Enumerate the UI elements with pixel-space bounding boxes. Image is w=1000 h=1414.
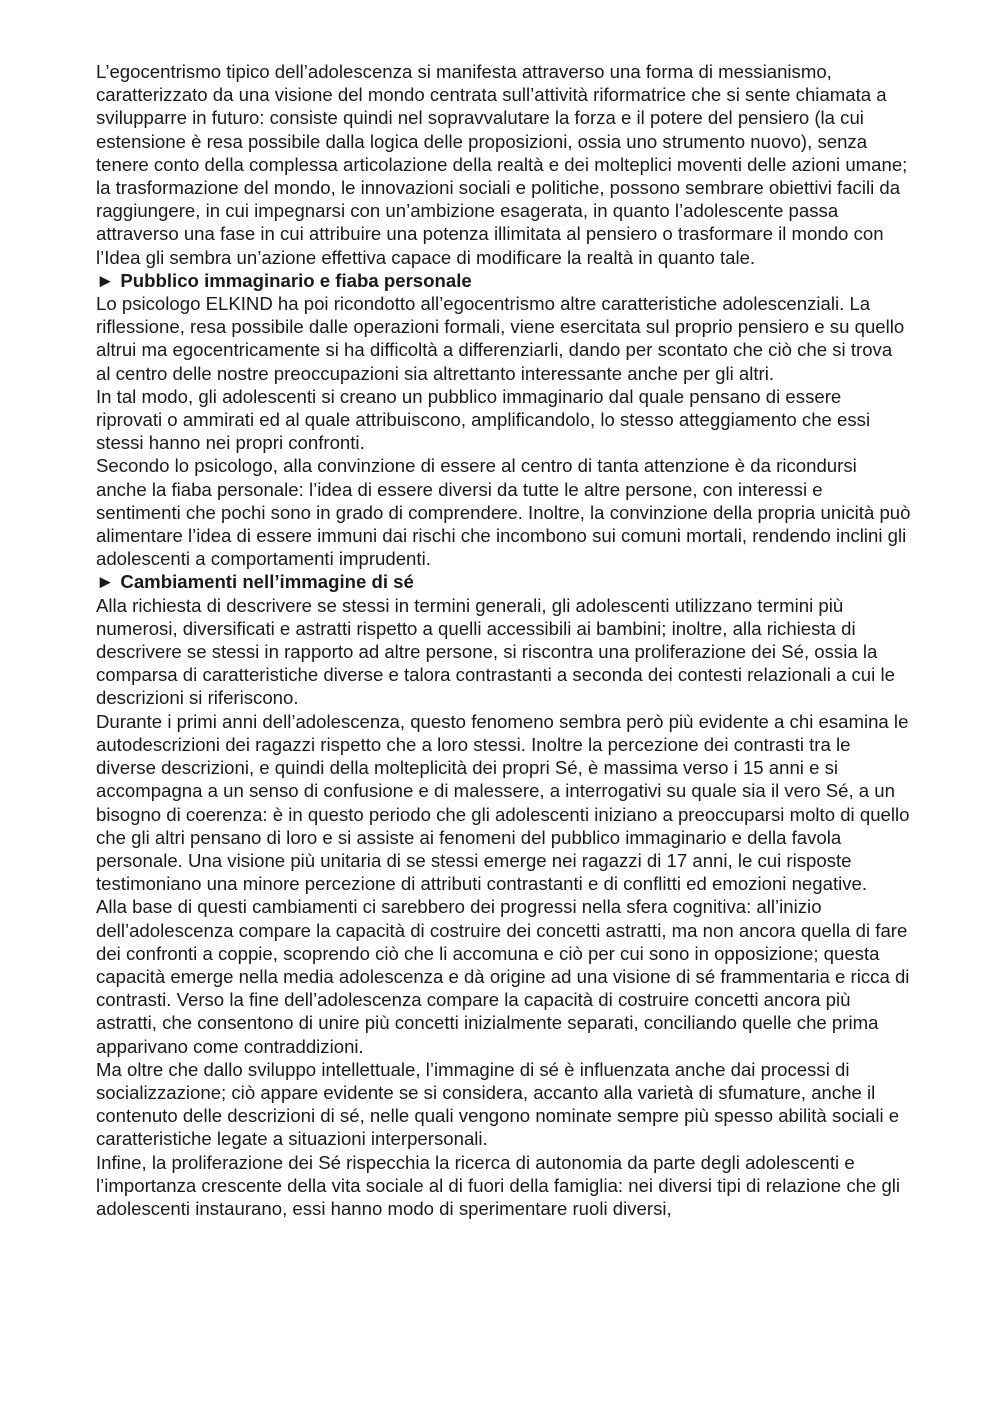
section-heading-immagine-di-se bbox=[96, 570, 911, 593]
body-paragraph: Secondo lo psicologo, alla convinzione di essere al centro di tanta attenzione è da ricondursi anche la fiaba personale: l’idea di essere diversi da tutte le altre persone, con interessi e sentimenti che pochi sono in grado di comprendere. Inoltre, la convinzione della propria unicità può alimentare l’idea di essere immuni dai rischi che incombono sui comuni mortali, rendendo inclini gli adolescenti a comportamenti imprudenti. bbox=[96, 455, 911, 570]
body-paragraph: Alla richiesta di descrivere se stessi in termini generali, gli adolescenti utilizzano termini più numerosi, diversificati e astratti rispetto a quelli accessibili ai bambini; inoltre, alla richiesta di descrivere se stessi in rapporto ad altre persone, si riscontra una proliferazione dei Sé, ossia la comparsa di caratteristiche diverse e talora contrastanti a seconda dei contesti relazionali a cui le descrizioni si riferiscono. bbox=[96, 594, 895, 709]
body-paragraph: Alla base di questi cambiamenti ci sarebbero dei progressi nella sfera cognitiva: all’inizio dell’adolescenza compare la capacità di costruire dei concetti astratti, ma non ancora quella di fare dei confronti a coppie, scoprendo ciò che li accomuna e ciò per cui sono in opposizione; questa capacità emerge nella media adolescenza e dà origine ad una visione di sé frammentaria e ricca di contrasti. Verso la fine dell’adolescenza compare la capacità di costruire concetti ancora più astratti, che consentono di unire più concetti inizialmente separati, conciliando quelle che prima apparivano come contraddizioni. bbox=[96, 896, 910, 1057]
body-paragraph: Durante i primi anni dell’adolescenza, questo fenomeno sembra però più evidente a chi esamina le autodescrizioni dei ragazzi rispetto che a loro stessi. Inoltre la percezione dei contrasti tra le diverse descrizioni, e quindi della molteplicità dei propri Sé, è massima verso i 15 anni e si accompagna a un senso di confusione e di malessere, a interrogativi su quale sia il vero Sé, a un bisogno di coerenza: è in questo periodo che gli adolescenti iniziano a preoccuparsi molto di quello che gli altri pensano di loro e si assiste ai fenomeni del pubblico immaginario e della favola personale. Una visione più unitaria di se stessi emerge nei ragazzi di 17 anni, le cui risposte testimoniano una minore percezione di attributi contrastanti e di conflitti ed emozioni negative. bbox=[96, 710, 910, 895]
triangle-bullet-icon: ► bbox=[96, 269, 115, 291]
document-page bbox=[96, 60, 911, 1220]
intro-paragraph: L’egocentrismo tipico dell’adolescenza si manifesta attraverso una forma di messianismo, caratterizzato da una visione del mondo centrata sull’attività riformatrice che si sente chiamata a svilupparre in futuro: consiste quindi nel sopravvalutare la forza e il potere del pensiero (la cui estensione è resa possibile dalla logica delle proposizioni, ossia uno strumento nuovo), senza tenere conto della complessa articolazione della realtà e dei molteplici moventi delle azioni umane; la trasformazione del mondo, le innovazioni sociali e politiche, possono sembrare obiettivi facili da raggiungere, in cui impegnarsi con un’ambizione esagerata, in quanto l’adolescente passa attraverso una fase in cui attribuire una potenza illimitata al pensiero o trasformare il mondo con l’Idea gli sembra un’azione effettiva capace di modificare la realtà in quanto tale. bbox=[96, 61, 908, 268]
section-title: Cambiamenti nell’immagine di sé bbox=[120, 571, 414, 593]
body-paragraph: Lo psicologo ELKIND ha poi ricondotto all’egocentrismo altre caratteristiche adolescenziali. La riflessione, resa possibile dalle operazioni formali, viene esercitata sul proprio pensiero e su quello altrui ma egocentricamente si ha difficoltà a differenziarli, dando per scontato che ciò che si trova al centro delle nostre preoccupazioni sia altrettanto interessante anche per gli altri. bbox=[96, 293, 905, 384]
triangle-bullet-icon: ► bbox=[96, 571, 115, 593]
body-paragraph: In tal modo, gli adolescenti si creano un pubblico immaginario dal quale pensano di essere riprovati o ammirati ed al quale attribuiscono, amplificandolo, lo stesso atteggiamento che essi stessi hanno nei propri confronti. bbox=[96, 385, 871, 454]
section-heading-pubblico-immaginario bbox=[96, 269, 911, 292]
body-paragraph: Infine, la proliferazione dei Sé rispecchia la ricerca di autonomia da parte degli adolescenti e l’importanza crescente della vita sociale al di fuori della famiglia: nei diversi tipi di relazione che gli adolescenti instaurano, essi hanno modo di sperimentare ruoli diversi, bbox=[96, 1151, 901, 1219]
body-paragraph: Ma oltre che dallo sviluppo intellettuale, l’immagine di sé è influenzata anche dai processi di socializzazione; ciò appare evidente se si considera, accanto alla varietà di sfumature, anche il contenuto delle descrizioni di sé, nelle quali vengono nominate sempre più spesso abilità sociali e caratteristiche legate a situazioni interpersonali. bbox=[96, 1058, 900, 1150]
section-title: Pubblico immaginario e fiaba personale bbox=[120, 269, 472, 291]
